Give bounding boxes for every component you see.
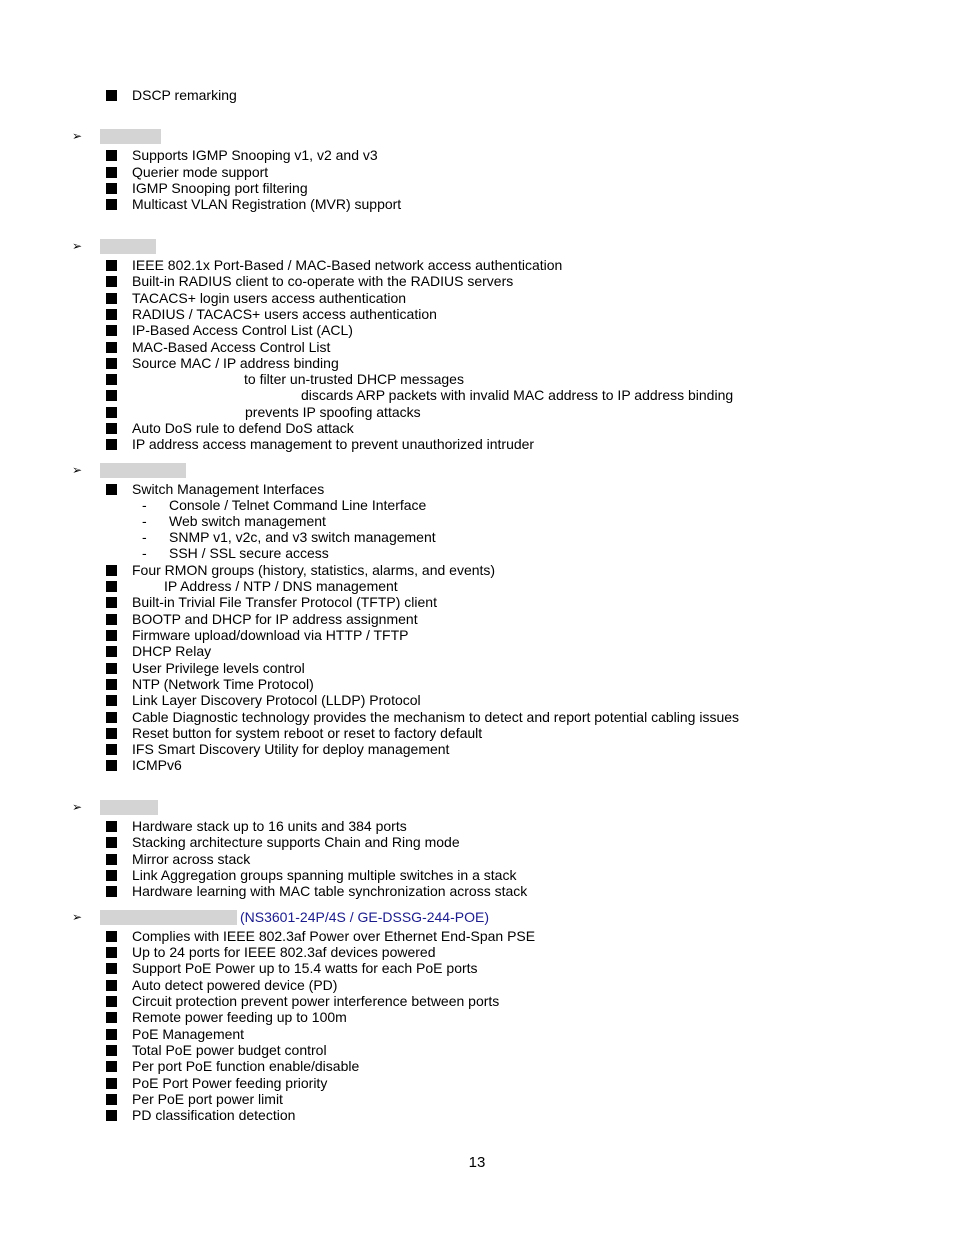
bullet-square-icon	[106, 565, 117, 576]
bullet-square-icon	[106, 1045, 117, 1056]
bullet-square-icon	[106, 581, 117, 592]
bullet-square-icon	[106, 484, 117, 495]
bullet-square-icon	[106, 325, 117, 336]
bullet-square-icon	[106, 90, 117, 101]
bullet-square-icon	[106, 358, 117, 369]
arrow-bullet-icon: ➢	[72, 910, 83, 924]
bullet-square-icon	[106, 663, 117, 674]
bullet-square-icon	[106, 679, 117, 690]
redacted-heading	[100, 239, 156, 254]
arrow-bullet-icon: ➢	[72, 463, 83, 477]
redacted-heading	[100, 910, 237, 925]
bullet-square-icon	[106, 630, 117, 641]
bullet-square-icon	[106, 886, 117, 897]
bullet-square-icon	[106, 1094, 117, 1105]
bullet-square-icon	[106, 821, 117, 832]
bullet-square-icon	[106, 614, 117, 625]
bullet-square-icon	[106, 931, 117, 942]
bullet-square-icon	[106, 276, 117, 287]
arrow-bullet-icon: ➢	[72, 800, 83, 814]
bullet-square-icon	[106, 199, 117, 210]
arrow-bullet-icon: ➢	[72, 129, 83, 143]
bullet-square-icon	[106, 837, 117, 848]
bullet-square-icon	[106, 728, 117, 739]
bullet-square-icon	[106, 1110, 117, 1121]
bullet-square-icon	[106, 712, 117, 723]
bullet-square-icon	[106, 183, 117, 194]
redacted-heading	[100, 800, 158, 815]
bullet-square-icon	[106, 423, 117, 434]
bullet-square-icon	[106, 293, 117, 304]
bullet-square-icon	[106, 947, 117, 958]
bullet-square-icon	[106, 309, 117, 320]
document-page: DSCP remarking ➢ Supports IGMP Snooping v1, v2 and v3 Querier mode support IGMP Snooping port filtering Multicast VLAN Registration (MVR) support ➢ IEEE 802.1x Port-Based / MAC-Based network access authentication Built-in RADIUS client to co-operate with the RADIUS servers TACACS+ login users access authentication RADIUS / TACACS+ users access authentication IP-Based Access Control List (ACL) MAC-Based Access Control List Source MAC / IP address binding to filter un-trusted DHCP messages discards ARP packets with invalid MAC address to IP address binding prevents IP spoofing attacks Auto DoS rule to defend DoS attack IP address access management to prevent unauthorized intruder ➢ Switch Management Interfaces - Console / Telnet Command Line Interface - Web switch management - SNMP v1, v2c, and v3 switch management - SSH / SSL secure access Four RMON groups (history, statistics, alarms, and events) IP Address / NTP / DNS management Built-in Trivial File Transfer Protocol (TFTP) client BOOTP and DHCP for IP address assignment Firmware upload/download via HTTP / TFTP DHCP Relay User Privilege levels control NTP (Network Time Protocol) Link Layer Discovery Protocol (LLDP) Protocol Cable Diagnostic technology provides the mechanism to detect and report potential cabling issues Reset button for system reboot or reset to factory default IFS Smart Discovery Utility for deploy management ICMPv6 ➢ Hardware stack up to 16 units and 384 ports Stacking architecture supports Chain and Ring mode Mirror across stack Link Aggregation groups spanning multiple switches in a stack Hardware learning with MAC table synchronization across stack ➢ (NS3601-24P/4S / GE-DSSG-244-POE) Complies with IEEE 802.3af Power over Ethernet End-Span PSE Up to 24 ports for IEEE 802.3af devices powered Support PoE Power up to 15.4 watts for each PoE ports Auto detect powered device (PD) Circuit protection prevent power interference between ports Remote power feeding up to 100m PoE Management Total PoE power budget control Per port PoE function enable/disable PoE Port Power feeding priority Per PoE port power limit PD classification detection 13	[0, 0, 954, 1235]
bullet-square-icon	[106, 646, 117, 657]
bullet-square-icon	[106, 1029, 117, 1040]
redacted-heading	[100, 129, 161, 144]
bullet-square-icon	[106, 390, 117, 401]
bullet-square-icon	[106, 760, 117, 771]
bullet-square-icon	[106, 260, 117, 271]
bullet-square-icon	[106, 439, 117, 450]
bullet-square-icon	[106, 597, 117, 608]
arrow-bullet-icon: ➢	[72, 239, 83, 253]
bullet-square-icon	[106, 996, 117, 1007]
bullet-square-icon	[106, 854, 117, 865]
bullet-square-icon	[106, 870, 117, 881]
redacted-heading	[100, 463, 186, 478]
page-number: 13	[468, 1154, 486, 1171]
bullet-square-icon	[106, 963, 117, 974]
bullet-square-icon	[106, 407, 117, 418]
bullet-square-icon	[106, 1061, 117, 1072]
bullet-square-icon	[106, 1078, 117, 1089]
bullet-square-icon	[106, 1012, 117, 1023]
bullet-square-icon	[106, 744, 117, 755]
bullet-square-icon	[106, 980, 117, 991]
model-label: (NS3601-24P/4S / GE-DSSG-244-POE)	[240, 909, 489, 925]
bullet-square-icon	[106, 167, 117, 178]
bullet-square-icon	[106, 374, 117, 385]
bullet-square-icon	[106, 150, 117, 161]
bullet-square-icon	[106, 695, 117, 706]
bullet-square-icon	[106, 342, 117, 353]
